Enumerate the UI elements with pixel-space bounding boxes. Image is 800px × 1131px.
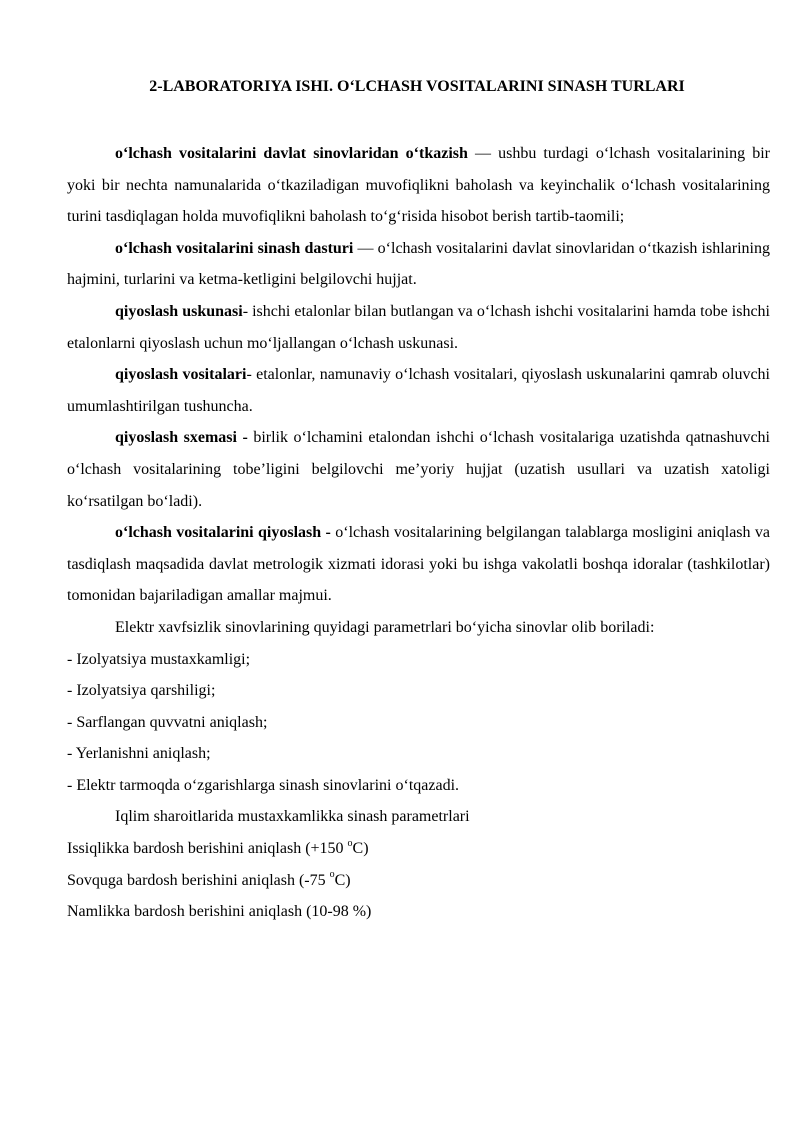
definition-text: birlik o‘lchamini etalondan ishchi o‘lchash vositalariga uzatishda qatnashuvchi o‘lchash vositalarining tobe’ligini belgilovchi me’yoriy hujjat (uzatish usullari va uzatish xatoligi ko‘rsatilgan bo‘ladi). xyxy=(67,429,771,510)
definition-term: o‘lchash vositalarini davlat sinovlaridan o‘tkazish xyxy=(115,145,468,162)
climate-humidity-line: Namlikka bardosh berishini aniqlash (10-98 %) xyxy=(67,903,372,921)
page-title: 2-LABORATORIYA ISHI. O‘LCHASH VOSITALARINI SINASH TURLARI xyxy=(149,78,685,95)
safety-list-item: - Izolyatsiya mustaxkamligi; xyxy=(67,650,251,668)
definition-term: qiyoslash sxemasi - xyxy=(115,429,248,447)
definition-text: — ushbu turdagi o‘lchash vositalarining bir yoki bir nechta namunalarida o‘tkaziladigan muvofiqlikni baholash va keyinchalik o‘lchash vositalarining turini tasdiqlagan holda muvofiqlikni baholash to‘g‘risida hisobot berish tartib-taomili; xyxy=(67,145,770,226)
heat-text: Issiqlikka bardosh berishini aniqlash (+150 xyxy=(67,840,348,858)
definition-term: qiyoslash uskunasi xyxy=(115,302,243,320)
definition-paragraph xyxy=(67,359,770,422)
safety-intro: Elektr xavfsizlik sinovlarining quyidagi parametrlari bo‘yicha sinovlar olib boriladi: xyxy=(115,618,655,636)
heat-unit: C) xyxy=(352,840,369,858)
definition-text: o‘lchash vositalarining belgilangan talablarga mosligini aniqlash va tasdiqlash maqsadida davlat metrologik xizmati idorasi yoki bu ishga vakolatli boshqa idoralar (tashkilotlar) tomonidan bajariladigan amallar majmui. xyxy=(67,524,771,605)
definition-term: o‘lchash vositalarini qiyoslash - xyxy=(115,524,331,542)
definition-text: - etalonlar, namunaviy o‘lchash vositalari, qiyoslash uskunalarini qamrab oluvchi umumlashtirilgan tushuncha. xyxy=(67,366,770,415)
degree-sup: o xyxy=(329,869,335,881)
definition-paragraph xyxy=(67,517,770,612)
definition-paragraph xyxy=(67,296,770,359)
definition-paragraph xyxy=(67,138,770,233)
definition-term: qiyoslash vositalari xyxy=(115,366,247,384)
definition-paragraph xyxy=(67,233,770,296)
safety-list-item: - Sarflangan quvvatni aniqlash; xyxy=(67,713,268,731)
climate-cold-line xyxy=(67,865,770,897)
safety-list-item: - Yerlanishni aniqlash; xyxy=(67,745,211,763)
degree-sup: o xyxy=(347,837,353,849)
safety-list-item: - Elektr tarmoqda o‘zgarishlarga sinash sinovlarini o‘tqazadi. xyxy=(67,776,460,794)
climate-heading: Iqlim sharoitlarida mustaxkamlikka sinash parametrlari xyxy=(115,808,470,826)
safety-list-item: - Izolyatsiya qarshiligi; xyxy=(67,682,216,700)
definition-text: - ishchi etalonlar bilan butlangan va o‘lchash ishchi vositalarini hamda tobe ishchi etalonlarni qiyoslash uchun mo‘ljallangan o‘lchash uskunasi. xyxy=(67,302,770,352)
definition-text: — o‘lchash vositalarini davlat sinovlaridan o‘tkazish ishlarining hajmini, turlarini va ketma-ketligini belgilovchi hujjat. xyxy=(67,239,770,289)
cold-text: Sovquga bardosh berishini aniqlash (-75 xyxy=(67,871,330,889)
cold-unit: C) xyxy=(334,871,351,889)
climate-heat-line xyxy=(67,833,770,865)
definition-paragraph xyxy=(67,422,770,517)
definition-term: o‘lchash vositalarini sinash dasturi xyxy=(115,239,354,257)
